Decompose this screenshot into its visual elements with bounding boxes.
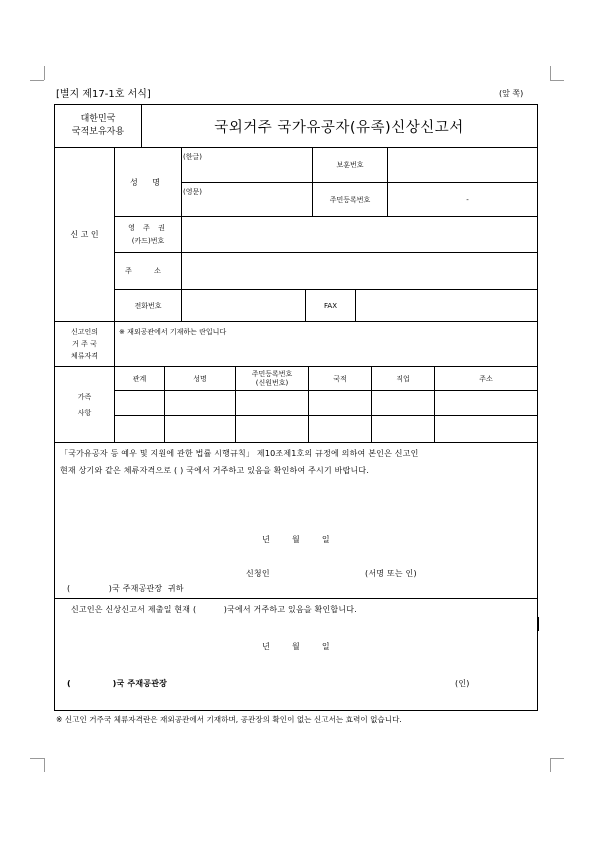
green-card-label-1: 영 주 권 xyxy=(128,223,168,232)
family-header-address: 주소 xyxy=(479,374,493,383)
crop-mark xyxy=(550,758,551,772)
residence-status-label xyxy=(55,322,114,366)
footnote: ※ 신고인 거주국 체류자격란은 재외공관에서 기재하며, 공관장의 확인이 없는 신고서는 효력이 없습니다. xyxy=(56,715,402,724)
address-field[interactable] xyxy=(182,253,537,289)
name-korean-field[interactable] xyxy=(182,148,312,182)
family-section-label xyxy=(55,367,114,442)
declaration-line-2: 현재 상기와 같은 체류자격으로 ( ) 국에서 거주하고 있음을 확인하여 주시기 바랍니다. xyxy=(60,466,370,475)
residence-note: ※ 재외공관에서 기재하는 란입니다 xyxy=(119,328,227,336)
name-label: 성 명 xyxy=(130,177,166,187)
family-header-occupation: 직업 xyxy=(396,374,410,383)
residence-status-field[interactable] xyxy=(115,322,537,366)
phone-label: 전화번호 xyxy=(134,301,162,310)
margin-mark xyxy=(538,617,539,631)
official-seal: (인) xyxy=(455,679,470,688)
stamp-line-1: 대한민국 xyxy=(80,114,116,124)
applicant-label: 신청인 xyxy=(246,569,270,578)
nationality-stamp xyxy=(55,105,141,147)
crop-mark xyxy=(550,66,551,80)
family-header-relation: 관계 xyxy=(132,374,147,383)
phone-field[interactable] xyxy=(182,290,305,321)
family-row-2[interactable] xyxy=(115,416,537,442)
reporter-section-label: 신 고 인 xyxy=(70,230,99,239)
veteran-number-field[interactable] xyxy=(388,148,537,182)
signature-note: (서명 또는 인) xyxy=(365,569,417,578)
declaration-line-1: 「국가유공자 등 예우 및 지원에 관한 법률 시행규칙」 제10조제1호의 규정에 의하여 본인은 신고인 xyxy=(60,449,419,458)
declaration-text xyxy=(60,445,535,479)
form-title: 국외거주 국가유공자(유족)신상신고서 xyxy=(214,119,464,136)
residence-label-3: 체류자격 xyxy=(70,352,99,360)
family-row-1[interactable] xyxy=(115,391,537,415)
residence-label-2: 거 주 국 xyxy=(72,340,97,348)
resident-number-field[interactable] xyxy=(388,183,537,216)
green-card-label xyxy=(115,217,181,252)
family-header-resident-no: 주민등록번호 (신원번호) xyxy=(251,369,293,387)
green-card-label-2: (카드)번호 xyxy=(131,236,165,245)
resident-number-label: 주민등록번호 xyxy=(329,195,371,204)
page-side-note: (앞 쪽) xyxy=(499,89,524,98)
confirmation-office: ( )국 주재공관장 xyxy=(67,679,168,688)
resident-number-dash: - xyxy=(466,195,469,204)
family-header-name: 성명 xyxy=(193,374,207,383)
crop-mark xyxy=(30,80,44,81)
residence-label-1: 신고인의 xyxy=(70,328,99,336)
crop-mark xyxy=(44,66,45,80)
crop-mark xyxy=(30,758,44,759)
family-label-2: 사항 xyxy=(77,408,92,417)
confirmation-text: 신고인은 신상신고서 제출일 현재 ( )국에서 거주하고 있음을 확인합니다. xyxy=(71,605,357,614)
declaration-recipient: ( )국 주재공관장 귀하 xyxy=(67,584,184,593)
form-frame xyxy=(54,104,538,711)
family-header-nationality: 국적 xyxy=(333,374,347,383)
crop-mark xyxy=(550,758,564,759)
family-label-1: 가족 xyxy=(77,392,92,401)
confirmation-date[interactable]: 년 월 일 xyxy=(262,642,330,651)
veteran-number-label: 보훈번호 xyxy=(336,161,364,169)
crop-mark xyxy=(44,758,45,772)
address-label: 주 소 xyxy=(125,267,171,275)
fax-label: FAX xyxy=(324,301,337,310)
green-card-field[interactable] xyxy=(182,217,537,252)
form-number: [별지 제17-1호 서식] xyxy=(56,89,151,100)
fax-field[interactable] xyxy=(356,290,537,321)
name-korean-label: (한글) xyxy=(183,153,202,161)
stamp-line-2: 국적보유자용 xyxy=(71,127,125,137)
name-english-field[interactable] xyxy=(182,183,312,216)
declaration-date[interactable]: 년 월 일 xyxy=(262,535,330,544)
name-english-label: (영문) xyxy=(183,188,202,196)
crop-mark xyxy=(550,80,564,81)
